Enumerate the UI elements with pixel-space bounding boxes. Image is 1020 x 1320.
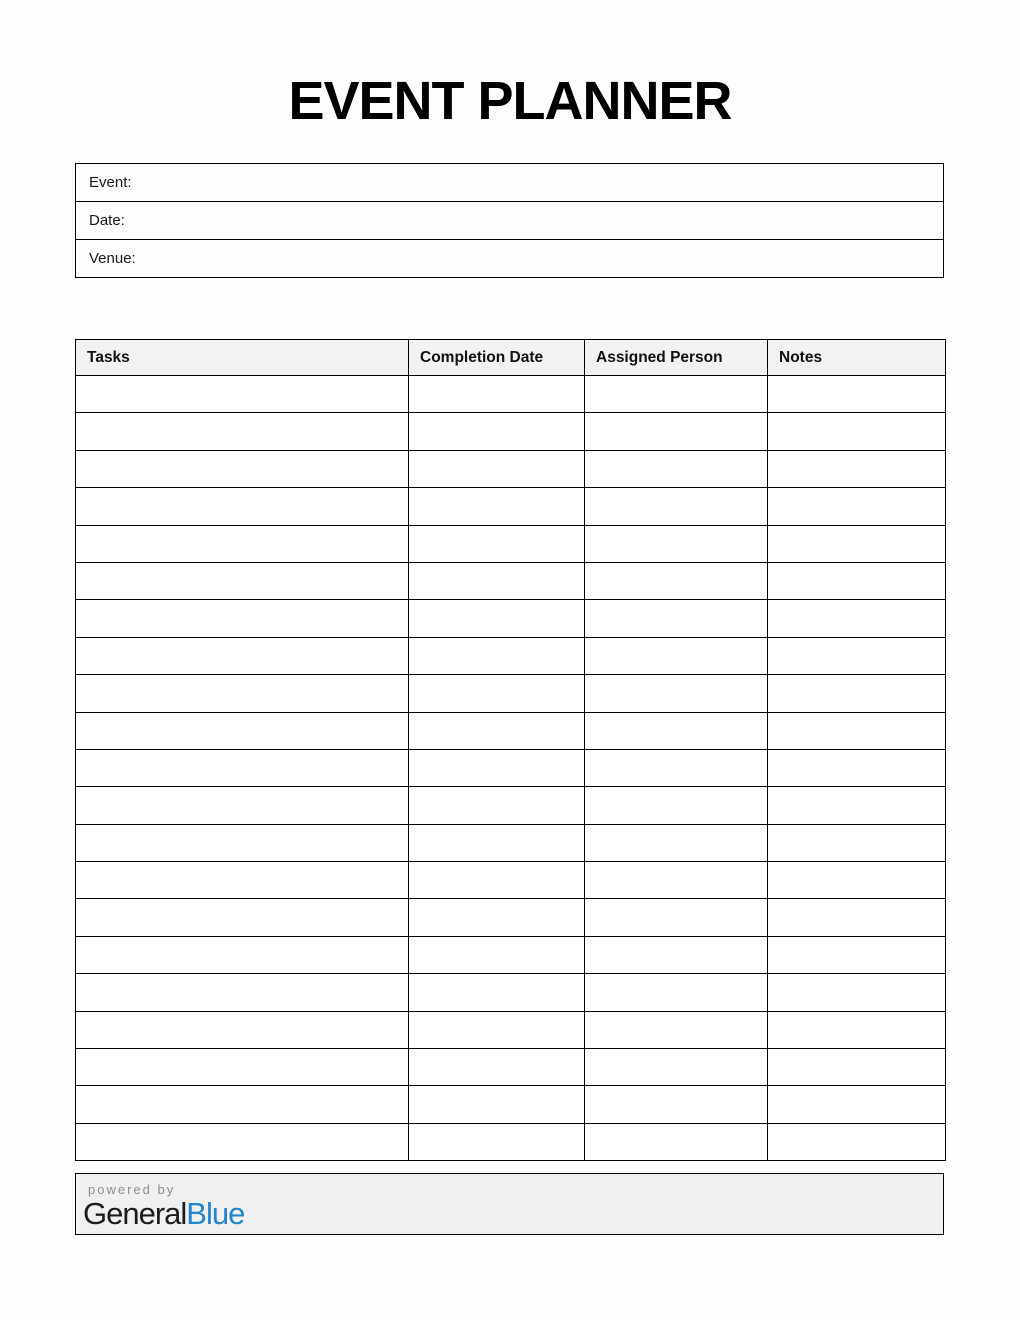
- table-row: [76, 936, 946, 973]
- task-table: [75, 339, 946, 1161]
- task-cell[interactable]: [768, 824, 946, 861]
- task-cell[interactable]: [585, 413, 768, 450]
- task-cell[interactable]: [76, 712, 409, 749]
- task-cell[interactable]: [768, 1011, 946, 1048]
- task-cell[interactable]: [409, 1011, 585, 1048]
- task-cell[interactable]: [768, 862, 946, 899]
- page-title: EVENT PLANNER: [288, 71, 732, 131]
- table-row: [76, 974, 946, 1011]
- table-row: [76, 488, 946, 525]
- table-row: [76, 600, 946, 637]
- task-cell[interactable]: [409, 974, 585, 1011]
- task-cell[interactable]: [76, 450, 409, 487]
- task-cell[interactable]: [76, 1011, 409, 1048]
- task-cell[interactable]: [76, 974, 409, 1011]
- powered-by-label: powered by: [88, 1182, 176, 1197]
- task-cell[interactable]: [585, 899, 768, 936]
- task-cell[interactable]: [409, 525, 585, 562]
- task-cell[interactable]: [768, 936, 946, 973]
- task-cell[interactable]: [76, 675, 409, 712]
- task-table-header: [76, 340, 946, 376]
- task-cell[interactable]: [409, 413, 585, 450]
- task-cell[interactable]: [76, 525, 409, 562]
- table-row: [76, 675, 946, 712]
- task-cell[interactable]: [409, 488, 585, 525]
- date-field-label: Date:: [89, 212, 125, 229]
- task-cell[interactable]: [76, 824, 409, 861]
- task-cell[interactable]: [585, 787, 768, 824]
- task-cell[interactable]: [76, 600, 409, 637]
- task-cell[interactable]: [76, 562, 409, 599]
- task-cell[interactable]: [76, 488, 409, 525]
- task-cell[interactable]: [409, 824, 585, 861]
- column-header-notes: Notes: [768, 340, 946, 376]
- footer: [75, 1173, 944, 1235]
- table-row: [76, 1123, 946, 1160]
- table-row: [76, 637, 946, 674]
- task-cell[interactable]: [409, 450, 585, 487]
- table-row: [76, 376, 946, 413]
- table-row: [76, 862, 946, 899]
- brand-general-text: General: [83, 1196, 187, 1231]
- info-row-event: [76, 164, 944, 202]
- task-cell[interactable]: [76, 787, 409, 824]
- column-header-assigned-person: Assigned Person: [585, 340, 768, 376]
- column-header-completion-date: Completion Date: [409, 340, 585, 376]
- event-field-label: Event:: [89, 174, 132, 191]
- task-cell[interactable]: [585, 600, 768, 637]
- brand-blue-text: Blue: [186, 1196, 245, 1231]
- task-cell[interactable]: [585, 1011, 768, 1048]
- task-cell[interactable]: [409, 899, 585, 936]
- task-cell[interactable]: [585, 936, 768, 973]
- event-field[interactable]: [76, 164, 944, 202]
- task-cell[interactable]: [768, 562, 946, 599]
- table-row: [76, 562, 946, 599]
- table-row: [76, 787, 946, 824]
- table-row: [76, 824, 946, 861]
- task-cell[interactable]: [768, 787, 946, 824]
- task-cell[interactable]: [409, 936, 585, 973]
- task-table-body: [76, 376, 946, 1161]
- info-row-date: [76, 202, 944, 240]
- table-row: [76, 1049, 946, 1086]
- task-cell[interactable]: [585, 637, 768, 674]
- task-cell[interactable]: [768, 600, 946, 637]
- task-cell[interactable]: [409, 675, 585, 712]
- column-header-tasks: Tasks: [76, 340, 409, 376]
- task-cell[interactable]: [768, 1123, 946, 1160]
- task-cell[interactable]: [585, 1049, 768, 1086]
- task-cell[interactable]: [585, 675, 768, 712]
- task-cell[interactable]: [585, 749, 768, 786]
- task-cell[interactable]: [768, 1086, 946, 1123]
- task-cell[interactable]: [768, 1049, 946, 1086]
- table-row: [76, 1086, 946, 1123]
- date-field[interactable]: [76, 202, 944, 240]
- task-cell[interactable]: [585, 488, 768, 525]
- task-cell[interactable]: [409, 1086, 585, 1123]
- task-cell[interactable]: [585, 376, 768, 413]
- table-row: [76, 413, 946, 450]
- task-cell[interactable]: [76, 899, 409, 936]
- task-cell[interactable]: [76, 1123, 409, 1160]
- task-cell[interactable]: [585, 1123, 768, 1160]
- task-cell[interactable]: [409, 600, 585, 637]
- table-row: [76, 450, 946, 487]
- info-row-venue: [76, 240, 944, 278]
- task-cell[interactable]: [76, 1086, 409, 1123]
- task-cell[interactable]: [409, 637, 585, 674]
- task-cell[interactable]: [768, 450, 946, 487]
- task-cell[interactable]: [76, 1049, 409, 1086]
- task-cell[interactable]: [768, 675, 946, 712]
- task-cell[interactable]: [409, 1049, 585, 1086]
- task-cell[interactable]: [76, 376, 409, 413]
- task-cell[interactable]: [76, 413, 409, 450]
- table-row: [76, 712, 946, 749]
- task-cell[interactable]: [585, 1086, 768, 1123]
- task-cell[interactable]: [409, 787, 585, 824]
- task-cell[interactable]: [585, 974, 768, 1011]
- task-cell[interactable]: [768, 376, 946, 413]
- table-row: [76, 899, 946, 936]
- task-cell[interactable]: [409, 749, 585, 786]
- task-cell[interactable]: [585, 525, 768, 562]
- task-cell[interactable]: [768, 899, 946, 936]
- task-cell[interactable]: [768, 413, 946, 450]
- task-cell[interactable]: [585, 862, 768, 899]
- table-row: [76, 749, 946, 786]
- task-cell[interactable]: [768, 749, 946, 786]
- task-cell[interactable]: [585, 712, 768, 749]
- task-cell[interactable]: [409, 562, 585, 599]
- venue-field[interactable]: [76, 240, 944, 278]
- task-cell[interactable]: [768, 637, 946, 674]
- venue-field-label: Venue:: [89, 250, 136, 267]
- event-info-box: [75, 163, 944, 278]
- task-cell[interactable]: [76, 936, 409, 973]
- task-cell[interactable]: [76, 637, 409, 674]
- task-cell[interactable]: [409, 862, 585, 899]
- task-cell[interactable]: [585, 450, 768, 487]
- task-cell[interactable]: [585, 562, 768, 599]
- generalblue-logo: [83, 1198, 943, 1229]
- table-row: [76, 525, 946, 562]
- task-cell[interactable]: [409, 1123, 585, 1160]
- task-cell[interactable]: [585, 824, 768, 861]
- task-cell[interactable]: [76, 862, 409, 899]
- task-cell[interactable]: [768, 525, 946, 562]
- task-cell[interactable]: [768, 974, 946, 1011]
- task-cell[interactable]: [409, 376, 585, 413]
- table-row: [76, 1011, 946, 1048]
- task-cell[interactable]: [768, 488, 946, 525]
- task-cell[interactable]: [76, 749, 409, 786]
- task-cell[interactable]: [768, 712, 946, 749]
- task-cell[interactable]: [409, 712, 585, 749]
